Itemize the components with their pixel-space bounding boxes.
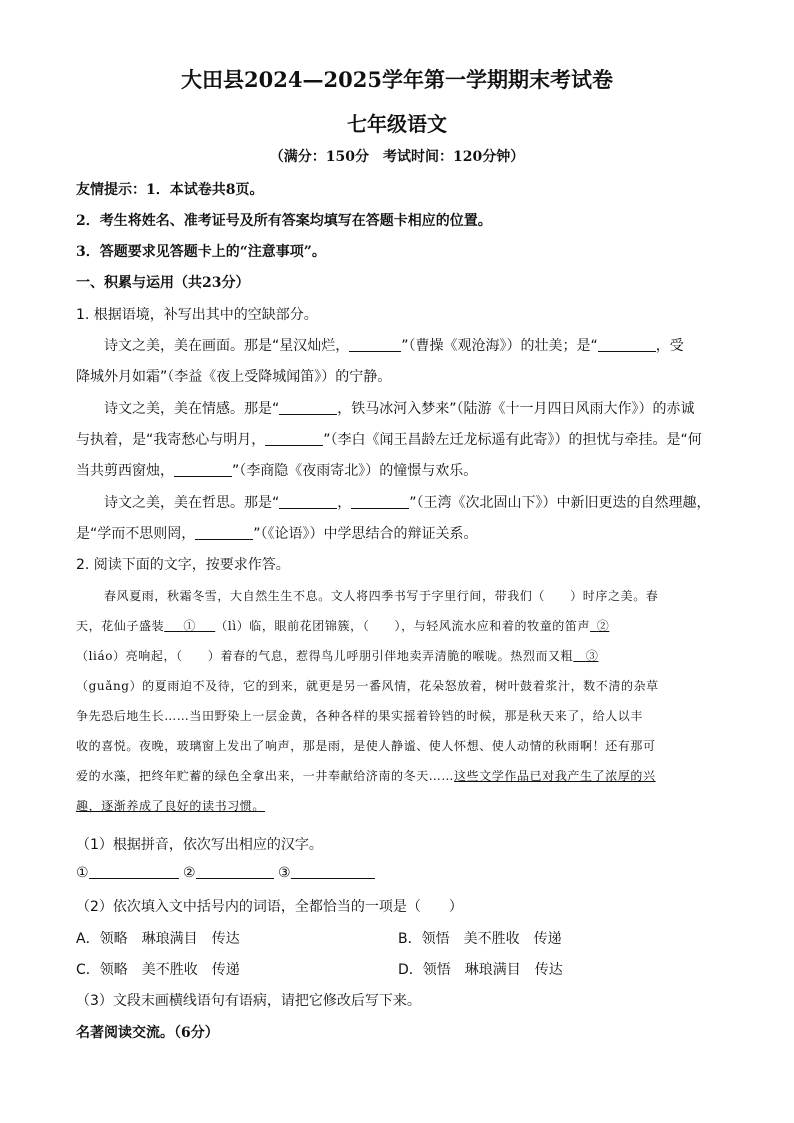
q1-text: ，铁马冰河入梦来”（陆游《十一月四日风雨大作》）的赤诚 — [337, 401, 695, 417]
q1-para2-line3 — [76, 460, 720, 480]
marker-3: ③ — [585, 649, 599, 663]
question-2-prompt: 2. 阅读下面的文字，按要求作答。 — [76, 557, 290, 573]
option-a[interactable]: A．领略 琳琅满目 传达 — [76, 931, 240, 947]
q1-para2-line1 — [104, 398, 720, 418]
q1-para3-line2 — [76, 523, 720, 543]
passage-text: 爱的水藻，把终年贮蓄的绿色全拿出来，一井奉献给济南的冬天…… — [76, 769, 455, 783]
q1-text: 是“学而不思则罔， — [76, 526, 196, 542]
passage-line-5: 争先恐后地生长……当田野染上一层金黄，各种各样的果实摇着铃铛的时候，那是秋天来了，给人以丰 — [76, 709, 644, 723]
subquestion-1: （1）根据拼音，依次写出相应的汉字。 — [76, 837, 323, 853]
answer-blank[interactable] — [351, 494, 409, 509]
marker-1-blank — [164, 619, 215, 633]
question-1-prompt: 1. 根据语境，补写出其中的空缺部分。 — [76, 307, 318, 323]
answer-label-1: ① — [76, 865, 89, 881]
answer-blank[interactable] — [279, 400, 337, 415]
passage-text: 天，花仙子盛装 — [76, 619, 165, 633]
answer-blanks-row — [76, 864, 720, 881]
q1-text: ，受 — [655, 338, 684, 354]
answer-blank[interactable] — [349, 337, 401, 352]
q1-text: ”（《论语》）中学思结合的辩证关系。 — [253, 526, 478, 542]
q1-para1-line1 — [104, 335, 720, 355]
tip-1: 友情提示：1．本试卷共8页。 — [76, 182, 264, 198]
answer-blank[interactable] — [265, 431, 323, 446]
passage-line-6: 收的喜悦。夜晚，玻璃窗上发出了响声，那是雨，是使人静谧、使人怀想、使人动情的秋雨啊！还有那可 — [76, 739, 656, 753]
answer-blank-2[interactable] — [196, 864, 274, 879]
q1-text: 诗文之美，美在情感。那是“ — [104, 401, 280, 417]
section-1-heading: 一、积累与运用（共23分） — [76, 275, 250, 291]
q1-text: ”（李白《闻王昌龄左迁龙标遥有此寄》）的担忧与牵挂。是“何 — [323, 432, 702, 448]
exam-title: 大田县2024—2025学年第一学期期末考试卷 — [181, 67, 613, 92]
answer-label-3: ③ — [278, 865, 291, 881]
subquestion-3: （3）文段末画横线语句有语病，请把它修改后写下来。 — [76, 993, 421, 1009]
q1-text: ”（李商隐《夜雨寄北》）的憧憬与欢乐。 — [232, 463, 478, 479]
marker-3-blank — [573, 649, 598, 663]
passage-line-8: 趣，逐渐养成了良好的读书习惯。 — [76, 799, 266, 813]
exam-meta: （满分：150分 考试时间：120分钟） — [269, 149, 525, 165]
tip-2: 2．考生将姓名、准考证号及所有答案均填写在答题卡相应的位置。 — [76, 213, 492, 229]
q1-para2-line2 — [76, 429, 720, 449]
option-d[interactable]: D．领悟 琳琅满目 传达 — [398, 962, 563, 978]
exam-subtitle: 七年级语文 — [347, 112, 447, 136]
passage-line-1: 春风夏雨，秋霜冬雪，大自然生生不息。文人将四季书写于字里行间，带我们（ ）时序之美。春 — [104, 589, 659, 603]
option-b[interactable]: B．领悟 美不胜收 传递 — [398, 931, 562, 947]
tip-3: 3．答题要求见答题卡上的“注意事项”。 — [76, 244, 326, 260]
passage-line-7 — [76, 767, 720, 784]
answer-blank[interactable] — [174, 462, 232, 477]
q1-text: ”（曹操《观沧海》）的壮美；是“ — [401, 338, 598, 354]
q1-text: 诗文之美，美在画面。那是“星汉灿烂， — [104, 338, 350, 354]
passage-line-2 — [76, 617, 720, 634]
q1-para1-line2: 降城外月如霜”（李益《夜上受降城闻笛》）的宁静。 — [76, 369, 392, 385]
option-c[interactable]: C．领略 美不胜收 传递 — [76, 962, 240, 978]
marker-1: ① — [183, 619, 197, 633]
marker-2-blank — [590, 619, 609, 633]
section-2-heading: 名著阅读交流。（6分） — [76, 1025, 219, 1041]
answer-blank[interactable] — [279, 494, 337, 509]
underlined-sentence: 这些文学作品已对我产生了浓厚的兴 — [454, 769, 656, 783]
answer-blank[interactable] — [598, 337, 656, 352]
subquestion-2: （2）依次填入文中括号内的词语，全都恰当的一项是（ ） — [76, 899, 463, 915]
passage-text: （lì）临，眼前花团锦簇，（ ），与轻风流水应和着的牧童的笛声 — [215, 619, 591, 633]
answer-label-2: ② — [183, 865, 196, 881]
q1-text: ， — [337, 495, 352, 511]
passage-line-3 — [76, 647, 720, 664]
q1-text: 与执着，是“我寄愁心与明月， — [76, 432, 266, 448]
answer-blank-3[interactable] — [291, 864, 375, 879]
q1-para3-line1 — [104, 492, 720, 512]
q1-text: 当共剪西窗烛， — [76, 463, 174, 479]
marker-2: ② — [596, 619, 610, 633]
passage-text: （liáo）亮响起，（ ）着春的气息，惹得鸟儿呼朋引伴地卖弄清脆的喉咙。热烈而又粗 — [76, 649, 574, 663]
q1-text: 诗文之美，美在哲思。那是“ — [104, 495, 280, 511]
q1-text: ”（王湾《次北固山下》）中新旧更迭的自然理趣， — [409, 495, 711, 511]
answer-blank[interactable] — [195, 525, 253, 540]
answer-blank-1[interactable] — [89, 864, 179, 879]
passage-line-4: （guǎng）的夏雨迫不及待，它的到来，就更是另一番风情，花朵怒放着，树叶鼓着浆汁，数不清的杂草 — [76, 679, 659, 693]
